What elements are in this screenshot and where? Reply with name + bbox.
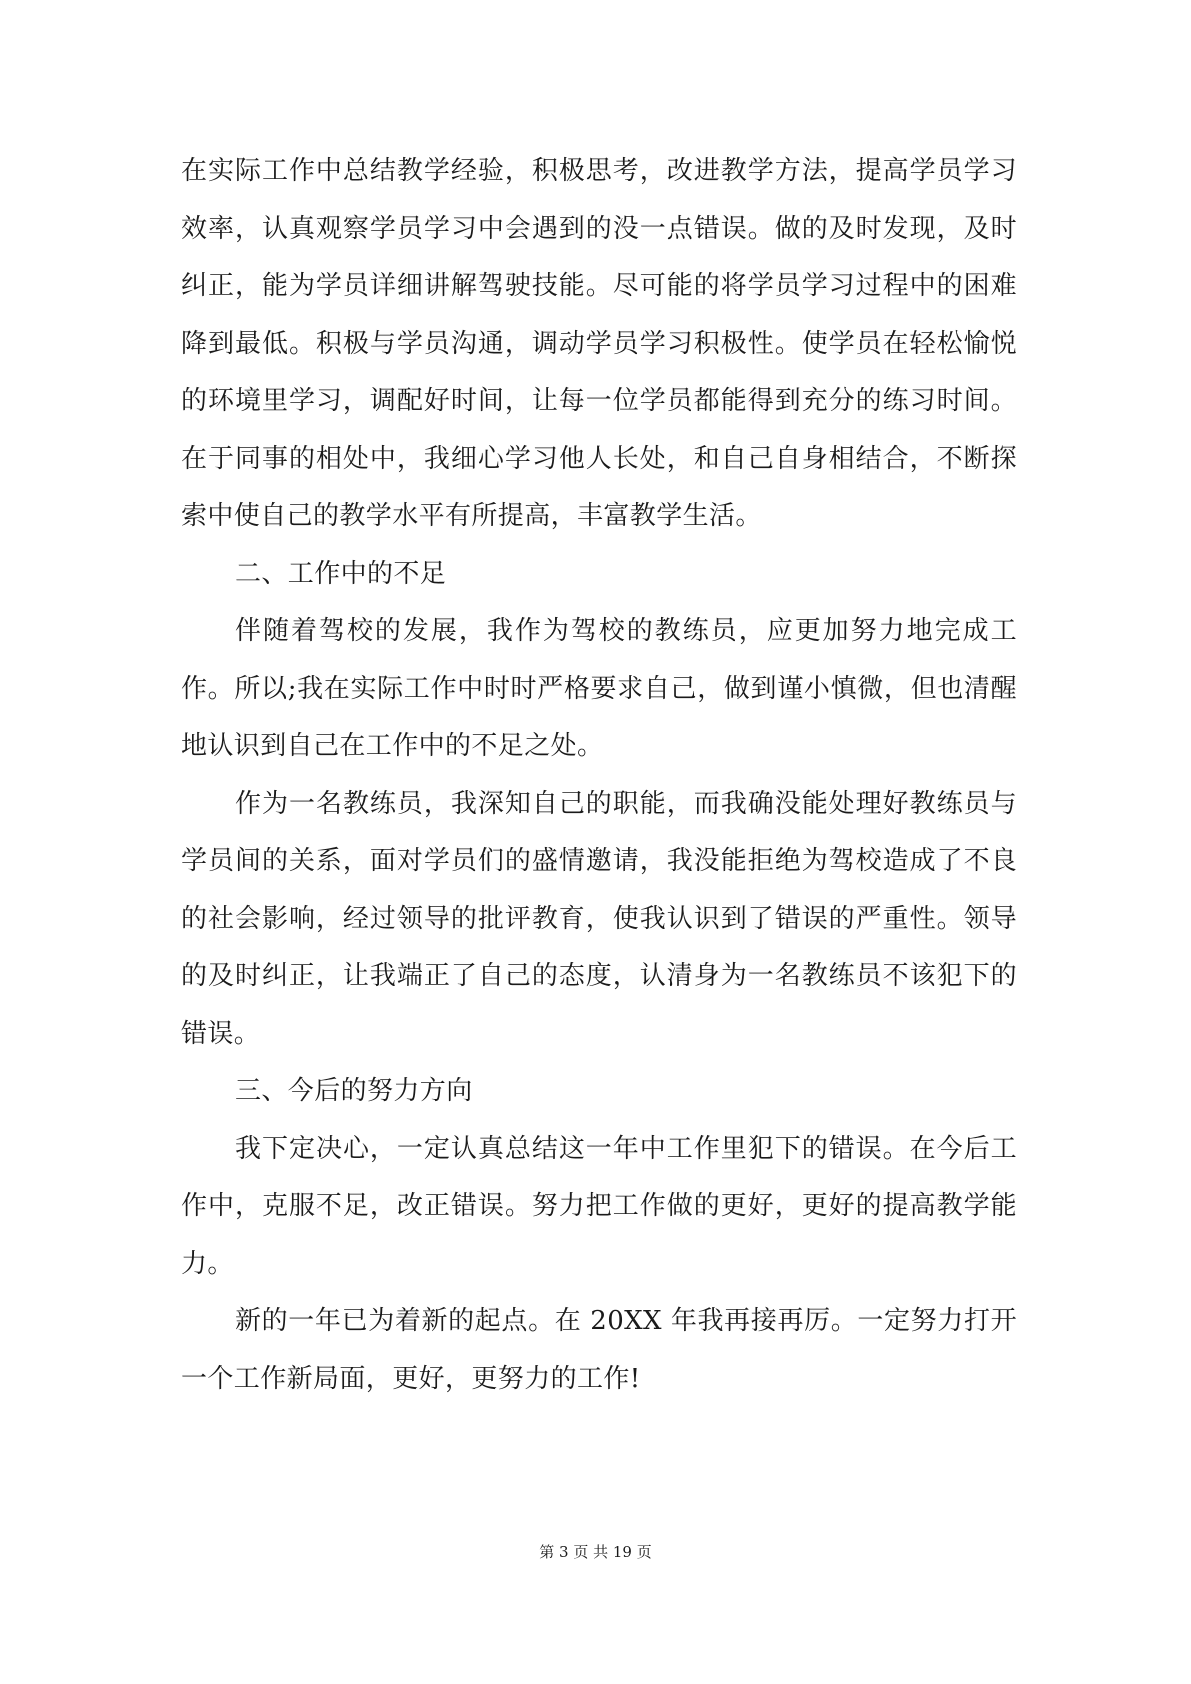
page-footer: 第 3 页 共 19 页: [539, 1543, 652, 1561]
section-heading-3: 三、今后的努力方向: [235, 1076, 473, 1106]
document-body: [181, 143, 1017, 1408]
paragraph-4: 我下定决心，一定认真总结这一年中工作里犯下的错误。在今后工作中，克服不足，改正错误。努力把工作做的更好，更好的提高教学能力。: [181, 1133, 1017, 1279]
paragraph-1: 在实际工作中总结教学经验，积极思考，改进教学方法，提高学员学习效率，认真观察学员学习中会遇到的没一点错误。做的及时发现，及时纠正，能为学员详细讲解驾驶技能。尽可能的将学员学习过程中的困难降到最低。积极与学员沟通，调动学员学习积极性。使学员在轻松愉悦的环境里学习，调配好时间，让每一位学员都能得到充分的练习时间。在于同事的相处中，我细心学习他人长处，和自己自身相结合，不断探索中使自己的教学水平有所提高，丰富教学生活。: [181, 156, 1017, 531]
paragraph-3: 作为一名教练员，我深知自己的职能，而我确没能处理好教练员与学员间的关系，面对学员们的盛情邀请，我没能拒绝为驾校造成了不良的社会影响，经过领导的批评教育，使我认识到了错误的严重性。领导的及时纠正，让我端正了自己的态度，认清身为一名教练员不该犯下的错误。: [181, 788, 1017, 1049]
section-heading-2: 二、工作中的不足: [235, 558, 447, 589]
paragraph-5: 新的一年已为着新的起点。在 20XX 年我再接再厉。一定努力打开一个工作新局面，更好，更努力的工作!: [181, 1306, 1017, 1394]
paragraph-2: 伴随着驾校的发展，我作为驾校的教练员，应更加努力地完成工作。所以;我在实际工作中时时严格要求自己，做到谨小慎微，但也清醒地认识到自己在工作中的不足之处。: [181, 616, 1017, 761]
